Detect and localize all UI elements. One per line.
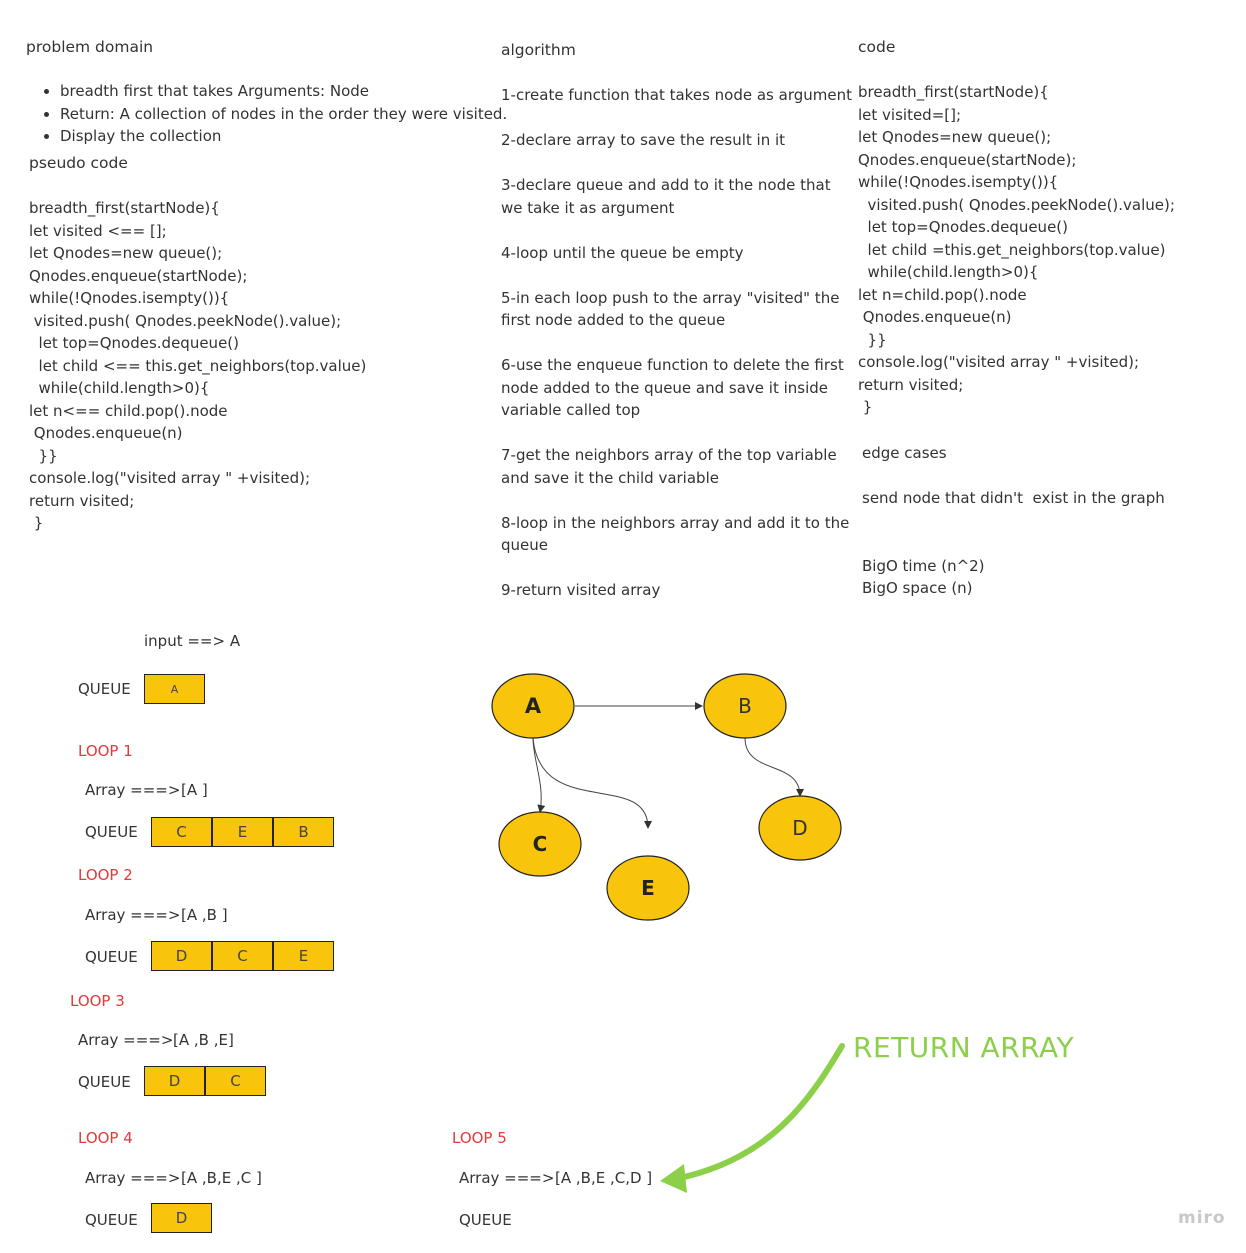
array-prefix: Array ===> bbox=[85, 781, 181, 799]
algorithm-step-line: 4-loop until the queue be empty bbox=[501, 243, 744, 262]
algorithm-step-line: 8-loop in the neighbors array and add it to the bbox=[501, 513, 850, 532]
svg-text:B: B bbox=[738, 694, 752, 718]
array-prefix: Array ===> bbox=[459, 1169, 555, 1187]
algorithm-step-line: 7-get the neighbors array of the top variable bbox=[501, 446, 837, 464]
queue-cell: E bbox=[273, 941, 334, 971]
edge-case-text: send node that didn't exist in the graph bbox=[862, 489, 1165, 507]
code-line: Qnodes.enqueue(startNode); bbox=[29, 266, 248, 285]
algorithm-step-line: variable called top bbox=[501, 401, 641, 419]
graph-node-c bbox=[499, 812, 581, 876]
queue-label: QUEUE bbox=[459, 1211, 512, 1229]
loop-label: LOOP 2 bbox=[78, 866, 133, 884]
code-line: let top=Qnodes.dequeue() bbox=[858, 218, 1068, 236]
algorithm-step-line: 3-declare queue and add to it the node that bbox=[501, 176, 831, 194]
code-line: while(!Qnodes.isempty()){ bbox=[29, 289, 230, 307]
algorithm-step-line: first node added to the queue bbox=[501, 311, 726, 329]
code-line: } bbox=[858, 398, 873, 416]
code-line: breadth_first(startNode){ bbox=[858, 83, 1049, 101]
algorithm-heading: algorithm bbox=[501, 41, 576, 59]
code-line: } bbox=[29, 514, 44, 532]
loop-label: LOOP 4 bbox=[78, 1129, 133, 1147]
svg-text:C: C bbox=[532, 832, 548, 856]
code-line: return visited; bbox=[858, 375, 964, 394]
array-prefix: Array ===> bbox=[85, 906, 181, 924]
miro-watermark: miro bbox=[1178, 1208, 1226, 1228]
array-prefix: Array ===> bbox=[85, 1169, 181, 1187]
queue-label: QUEUE bbox=[85, 1211, 138, 1229]
code-line: while(child.length>0){ bbox=[858, 263, 1039, 281]
algorithm-step-line: 1-create function that takes node as argument bbox=[501, 86, 852, 104]
loop-label: LOOP 1 bbox=[78, 742, 133, 760]
list-item: • Return: A collection of nodes in the order they were visited. bbox=[60, 103, 507, 126]
svg-text:D: D bbox=[792, 816, 808, 840]
queue-cell: E bbox=[212, 817, 273, 847]
code-line: }} bbox=[858, 330, 887, 349]
algorithm-step-line: 6-use the enqueue function to delete the first bbox=[501, 356, 844, 374]
list-item: • breadth first that takes Arguments: Node bbox=[60, 80, 507, 103]
code-line: Qnodes.enqueue(n) bbox=[858, 308, 1012, 326]
array-value: [A ] bbox=[181, 781, 208, 799]
array-prefix: Array ===> bbox=[78, 1031, 174, 1049]
code-line: return visited; bbox=[29, 491, 135, 510]
queue-cell: B bbox=[273, 817, 334, 847]
graph-node-a bbox=[492, 674, 574, 738]
code-line: breadth_first(startNode){ bbox=[29, 199, 220, 217]
array-value: [A ,B,E ,C,D ] bbox=[555, 1169, 653, 1187]
loop-label: LOOP 5 bbox=[452, 1129, 507, 1147]
code-line: let n<== child.pop().node bbox=[29, 401, 228, 420]
algorithm-step-line: and save it the child variable bbox=[501, 468, 719, 487]
algorithm-step-line: 2-declare array to save the result in it bbox=[501, 131, 786, 149]
pseudo-code-heading: pseudo code bbox=[29, 154, 128, 172]
code-line: while(!Qnodes.isempty()){ bbox=[858, 173, 1059, 191]
queue-cell: D bbox=[144, 1066, 205, 1096]
svg-text:E: E bbox=[641, 876, 655, 900]
queue-cell: C bbox=[205, 1066, 266, 1096]
code-heading: code bbox=[858, 38, 896, 56]
problem-domain-heading: problem domain bbox=[26, 38, 154, 56]
svg-text:A: A bbox=[524, 694, 542, 718]
list-item: • Display the collection bbox=[60, 125, 507, 148]
edge-b-d bbox=[745, 738, 800, 796]
array-value: [A ,B,E ,C ] bbox=[181, 1169, 262, 1187]
queue-cell: C bbox=[212, 941, 273, 971]
code-line: let visited <== []; bbox=[29, 221, 167, 240]
edge-cases-heading: edge cases bbox=[862, 444, 947, 462]
code-line: let top=Qnodes.dequeue() bbox=[29, 334, 239, 352]
algorithm-step-line: queue bbox=[501, 536, 548, 554]
code-line: let n=child.pop().node bbox=[858, 285, 1027, 304]
queue-label: QUEUE bbox=[85, 948, 138, 966]
algorithm-step-line: node added to the queue and save it inside bbox=[501, 378, 829, 397]
algorithm-step-line: 9-return visited array bbox=[501, 581, 661, 599]
queue-label: QUEUE bbox=[78, 1073, 131, 1091]
queue-label: QUEUE bbox=[78, 680, 131, 698]
edge-a-c bbox=[533, 738, 541, 812]
graph-node-b bbox=[704, 674, 786, 738]
graph-node-d bbox=[759, 796, 841, 860]
code-line: visited.push( Qnodes.peekNode().value); bbox=[29, 311, 342, 330]
queue-label: QUEUE bbox=[85, 823, 138, 841]
code-line: let Qnodes=new queue(); bbox=[858, 128, 1052, 146]
return-arrow bbox=[675, 1046, 842, 1179]
code-line: Qnodes.enqueue(n) bbox=[29, 424, 183, 442]
code-line: let Qnodes=new queue(); bbox=[29, 244, 223, 262]
input-label: input ==> A bbox=[144, 632, 241, 650]
queue-cell: C bbox=[151, 817, 212, 847]
algorithm-step-line: we take it as argument bbox=[501, 198, 675, 217]
queue-cell: D bbox=[151, 941, 212, 971]
bigo-time: BigO time (n^2) bbox=[862, 557, 985, 575]
code-line: visited.push( Qnodes.peekNode().value); bbox=[858, 195, 1175, 214]
return-array-label: RETURN ARRAY bbox=[853, 1031, 1075, 1064]
array-value: [A ,B ] bbox=[181, 906, 228, 924]
code-line: console.log("visited array " +visited); bbox=[29, 469, 311, 487]
algorithm-step-line: 5-in each loop push to the array "visited" the bbox=[501, 288, 840, 307]
queue-cell: A bbox=[144, 674, 205, 704]
code-line: let child <== this.get_neighbors(top.value) bbox=[29, 356, 367, 375]
code-line: }} bbox=[29, 446, 58, 465]
code-line: while(child.length>0){ bbox=[29, 379, 210, 397]
loop-label: LOOP 3 bbox=[70, 992, 125, 1010]
code-line: let visited=[]; bbox=[858, 105, 962, 124]
array-value: [A ,B ,E] bbox=[173, 1031, 234, 1049]
return-arrow-head bbox=[660, 1164, 687, 1193]
code-line: Qnodes.enqueue(startNode); bbox=[858, 150, 1077, 169]
graph-node-e bbox=[607, 856, 689, 920]
bigo-space: BigO space (n) bbox=[862, 579, 973, 597]
code-line: console.log("visited array " +visited); bbox=[858, 353, 1140, 371]
queue-cell: D bbox=[151, 1203, 212, 1233]
code-line: let child =this.get_neighbors(top.value) bbox=[858, 240, 1166, 259]
